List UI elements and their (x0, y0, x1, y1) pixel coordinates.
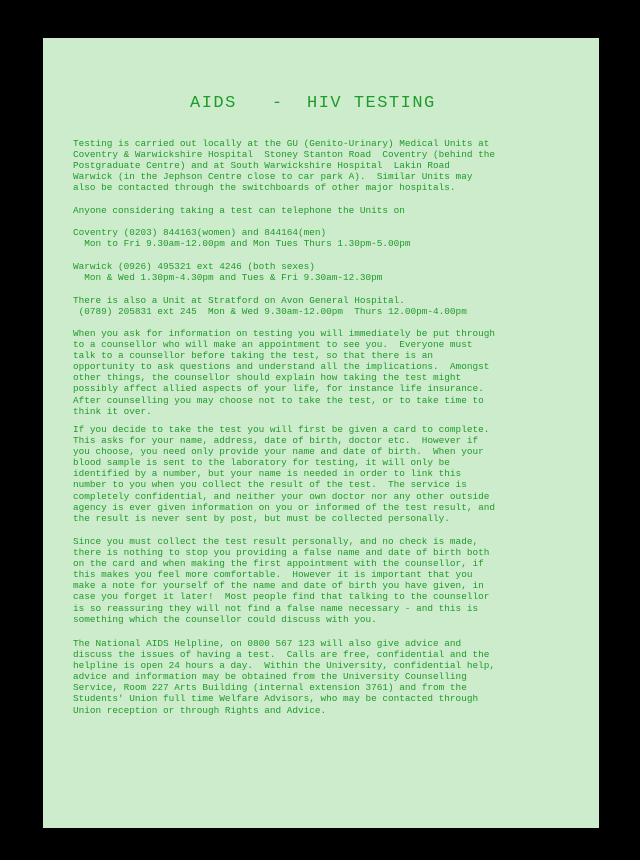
paragraph-test-card: If you decide to take the test you will first be given a card to complete. This asks for your name, address, date of birth, doctor etc. However if you choose, you need only provide your name and date of birth. When your blood sample is sent to the laboratory for testing, it will only be identified by a number, but your name is needed in order to link this number to you when you collect the result of the test. The service is completely confidential, and neither your own doctor nor any other outside agency is ever given information on you or informed of the test result, and the result is never sent by post, but must be collected personally. (73, 424, 495, 524)
paragraph-counselling: When you ask for information on testing you will immediately be put through to a counsellor who will make an appointment to see you. Everyone must talk to a counsellor before taking the test, so that there is an opportunity to ask questions and understand all the implications. Amongst other things, the counsellor should explain how taking the test might possibly affect allied aspects of your life, for instance life insurance. After counselling you may choose not to take the test, or to take time to think it over. (73, 328, 495, 417)
paragraph-testing-locations: Testing is carried out locally at the GU (Genito-Urinary) Medical Units at Coventry & Warwickshire Hospital Stoney Stanton Road Coventry (behind the Postgraduate Centre) and at South Warwickshire Hospital Lakin Road Warwick (in the Jephson Centre close to car park A). Similar Units may also be contacted through the switchboards of other major hospitals. (73, 138, 495, 194)
paragraph-coventry-unit: Coventry (0203) 844163(women) and 844164(men) Mon to Fri 9.30am-12.00pm and Mon Tues Thurs 1.30pm-5.00pm (73, 227, 411, 250)
paragraph-telephone-intro: Anyone considering taking a test can telephone the Units on (73, 205, 405, 216)
paragraph-helpline: The National AIDS Helpline, on 0800 567 123 will also give advice and discuss the issues of having a test. Calls are free, confidential and the helpline is open 24 hours a day. Within the University, confidential help, advice and information may be obtained from the University Counselling Service, Room 227 Arts Building (internal extension 3761) and from the Students' Union full time Welfare Advisors, who may be contacted through Union reception or through Rights and Advice. (73, 638, 495, 716)
document-title: AIDS - HIV TESTING (190, 94, 436, 113)
paragraph-false-name: Since you must collect the test result personally, and no check is made, there is nothing to stop you providing a false name and date of birth both on the card and when making the first appointment with the counsellor, if this makes you feel more comfortable. However it is important that you make a note for yourself of the name and date of birth you have given, in case you forget it later! Most people find that talking to the counsellor is so reassuring they will not find a false name necessary - and this is something which the counsellor could discuss with you. (73, 536, 490, 625)
paragraph-warwick-unit: Warwick (0926) 495321 ext 4246 (both sexes) Mon & Wed 1.30pm-4.30pm and Tues & Fri 9.30am-12.30pm (73, 261, 383, 284)
paragraph-stratford-unit: There is also a Unit at Stratford on Avon General Hospital. (0789) 205831 ext 245 Mon & Wed 9.30am-12.00pm Thurs 12.00pm-4.00pm (73, 295, 467, 318)
